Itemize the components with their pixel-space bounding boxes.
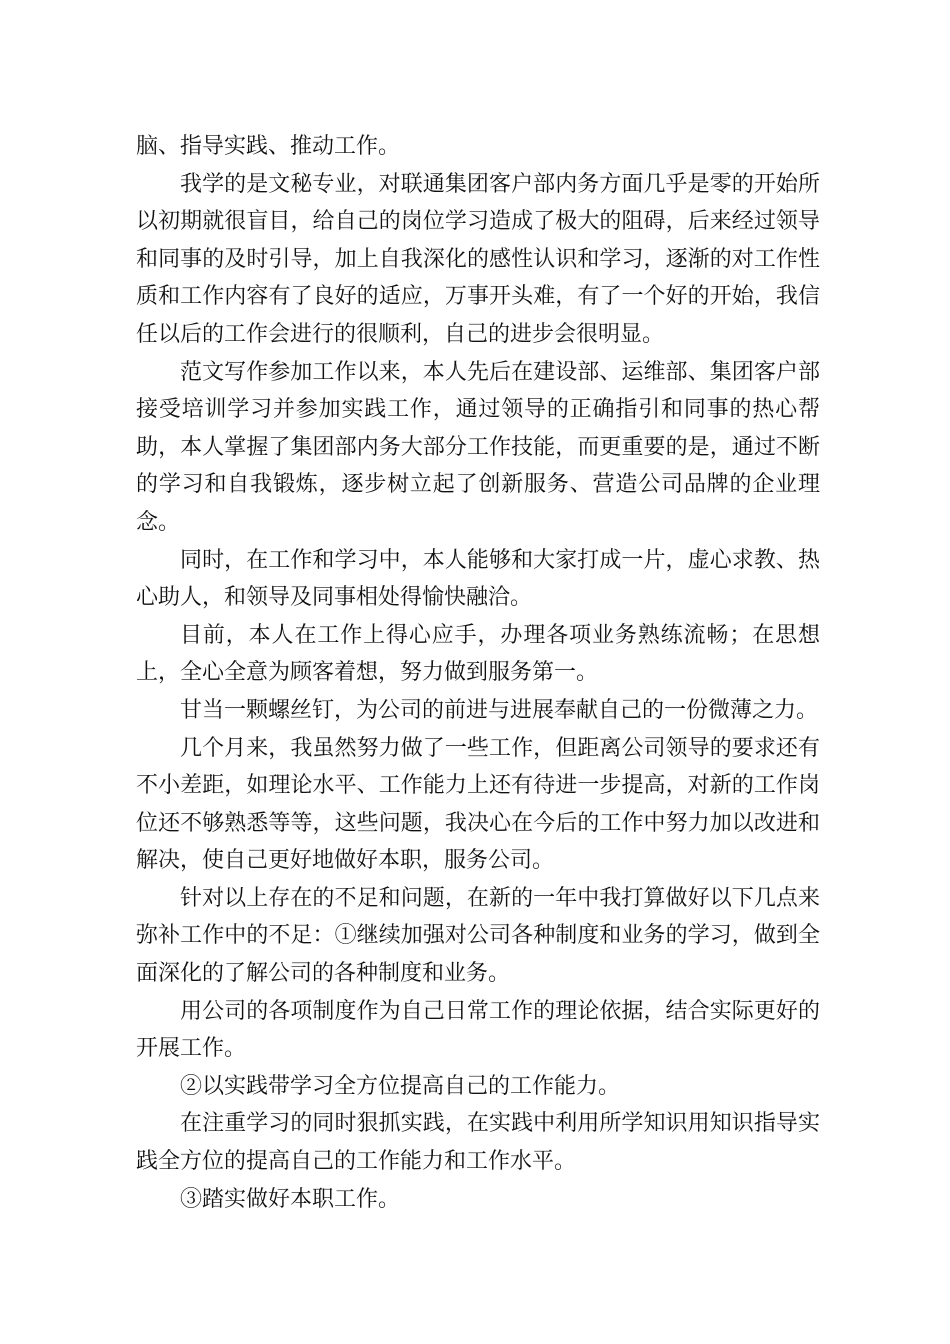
paragraph-work-experience: 范文写作参加工作以来，本人先后在建设部、运维部、集团客户部接受培训学习并参加实践工作，通过领导的正确指引和同事的热心帮助，本人掌握了集团部内务大部分工作技能，而更重要的是，通过不断的学习和自我锻炼，逐步树立起了创新服务、营造公司品牌的企业理念。 [136, 359, 820, 535]
paragraph-current-status: 目前，本人在工作上得心应手，办理各项业务熟练流畅；在思想上，全心全意为顾客着想，努力做到服务第一。 [136, 622, 820, 686]
paragraph-practice: 在注重学习的同时狠抓实践，在实践中利用所学知识用知识指导实践全方位的提高自己的工作能力和工作水平。 [136, 1111, 820, 1175]
paragraph-continuation: 脑、指导实践、推动工作。 [136, 134, 401, 159]
paragraph-major-intro: 我学的是文秘专业，对联通集团客户部内务方面几乎是零的开始所以初期就很盲目，给自己的岗位学习造成了极大的阻碍，后来经过领导和同事的及时引导，加上自我深化的感性认识和学习，逐渐的对工作性质和工作内容有了良好的适应，万事开头难，有了一个好的开始，我信任以后的工作会进行的很顺利，自己的进步会很明显。 [136, 171, 820, 347]
paragraph-shortcomings: 几个月来，我虽然努力做了一些工作，但距离公司领导的要求还有不小差距，如理论水平、工作能力上还有待进一步提高，对新的工作岗位还不够熟悉等等，这些问题，我决心在今后的工作中努力加以改进和解决，使自己更好地做好本职，服务公司。 [136, 735, 820, 874]
paragraph-point-two: ②以实践带学习全方位提高自己的工作能力。 [180, 1073, 621, 1099]
paragraph-colleagues: 同时，在工作和学习中，本人能够和大家打成一片，虚心求教、热心助人，和领导及同事相处得愉快融洽。 [136, 547, 820, 611]
paragraph-screw: 甘当一颗螺丝钉，为公司的前进与进展奉献自己的一份微薄之力。 [180, 697, 819, 723]
document-page [136, 128, 820, 1218]
paragraph-point-three: ③踏实做好本职工作。 [180, 1186, 401, 1212]
paragraph-plan: 针对以上存在的不足和问题，在新的一年中我打算做好以下几点来弥补工作中的不足：①继续加强对公司各种制度和业务的学习，做到全面深化的了解公司的各种制度和业务。 [136, 885, 820, 987]
paragraph-regulations: 用公司的各项制度作为自己日常工作的理论依据，结合实际更好的开展工作。 [136, 998, 820, 1062]
